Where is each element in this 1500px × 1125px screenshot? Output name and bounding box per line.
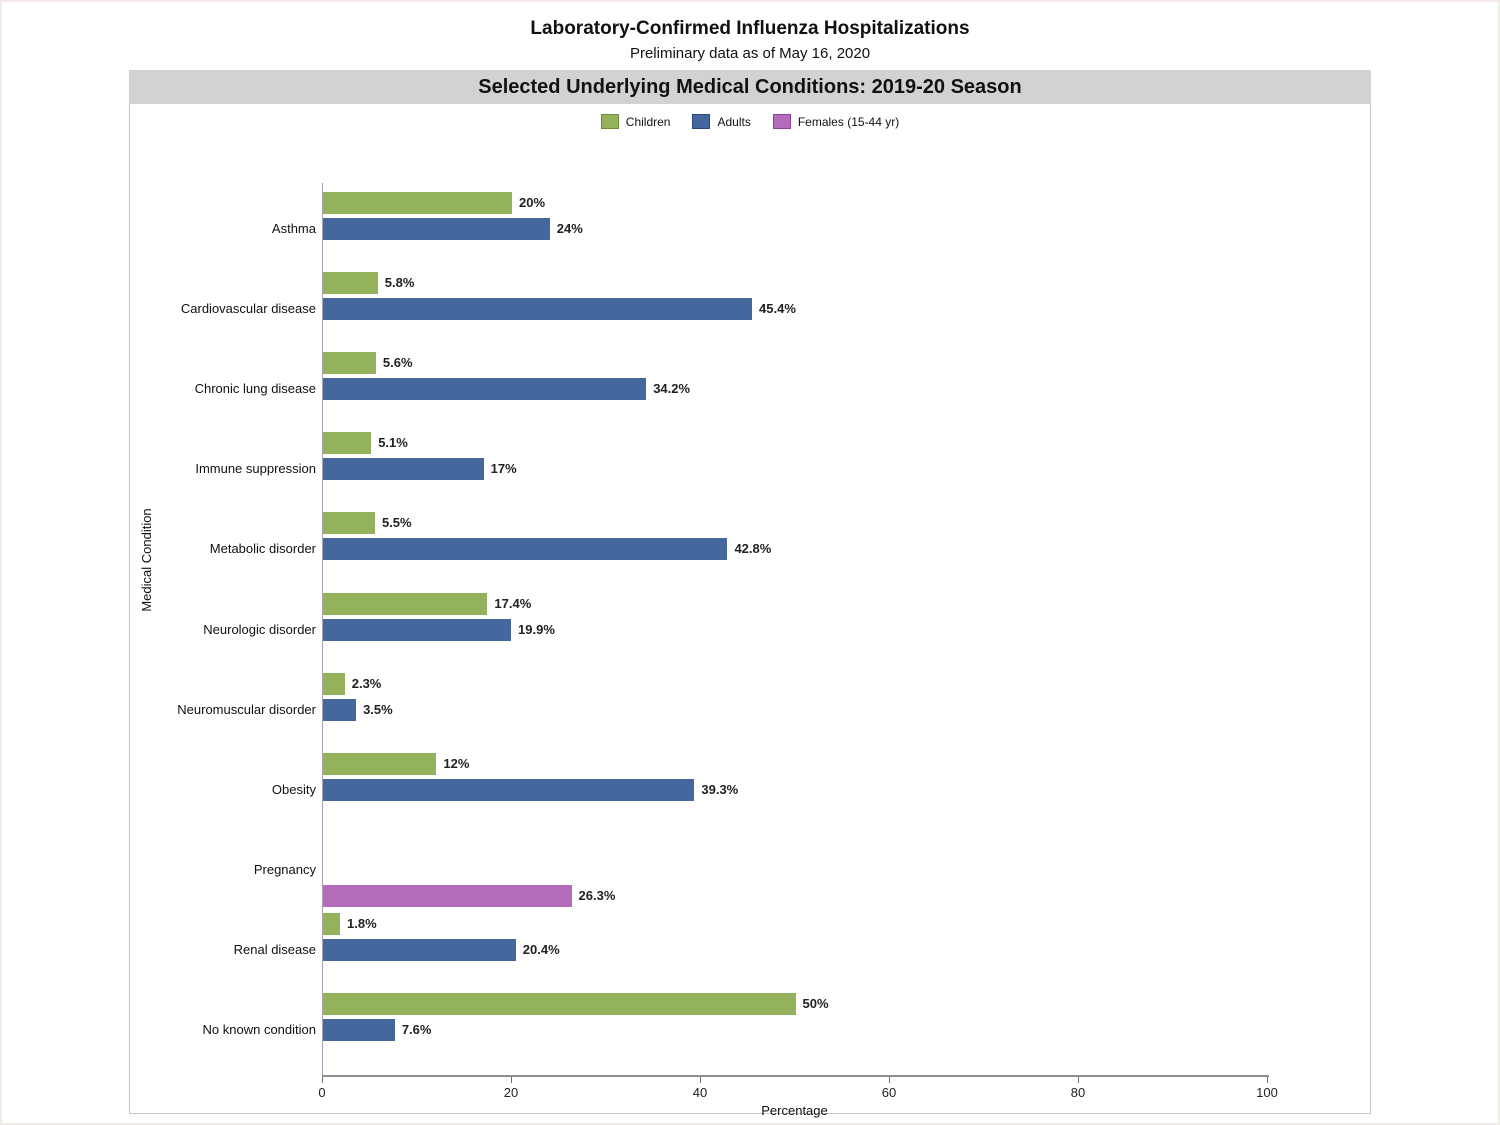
x-axis-line <box>322 1075 1269 1077</box>
bar-value-label: 5.1% <box>378 435 408 451</box>
legend-label: Adults <box>717 114 751 129</box>
x-tick-label: 100 <box>1256 1085 1278 1100</box>
bar-adults <box>323 1019 395 1041</box>
bar-value-label: 39.3% <box>701 781 739 797</box>
category-label: Renal disease <box>233 941 316 957</box>
bar-value-label: 20.4% <box>522 941 560 957</box>
bar-value-label: 19.9% <box>518 621 555 637</box>
bar-value-label: 50% <box>802 996 829 1011</box>
plot-area <box>130 70 1370 1118</box>
bar-value-label: 45.4% <box>759 301 796 317</box>
category-label: Asthma <box>271 221 316 236</box>
x-tick <box>700 1077 701 1083</box>
bar-value-label: 26.3% <box>578 887 616 903</box>
bar-value-label: 17% <box>490 461 517 477</box>
page-title: Laboratory-Confirmed Influenza Hospitalizations <box>530 18 970 39</box>
page-subtitle: Preliminary data as of May 16, 2020 <box>629 45 871 62</box>
category-label: Neuromuscular disorder <box>177 701 316 717</box>
x-tick-label: 60 <box>881 1085 897 1100</box>
x-tick <box>889 1077 890 1083</box>
category-label: Cardiovascular disease <box>180 301 316 317</box>
bar-value-label: 1.8% <box>347 915 377 931</box>
category-label: No known condition <box>202 1022 316 1037</box>
x-tick-label: 20 <box>503 1085 519 1100</box>
category-label: Pregnancy <box>253 861 316 877</box>
y-axis-title: Medical Condition <box>139 508 154 612</box>
chart-panel <box>129 70 1371 1118</box>
bar-adults <box>323 939 516 961</box>
bar-value-label: 42.8% <box>734 541 772 557</box>
x-tick <box>1267 1077 1268 1083</box>
legend-label: Children <box>625 114 671 129</box>
bar-adults <box>323 779 694 801</box>
category-label: Neurologic disorder <box>203 621 316 637</box>
bar-children <box>323 192 512 214</box>
bar-adults <box>323 218 550 240</box>
category-label: Obesity <box>271 781 316 797</box>
bar-value-label: 20% <box>519 195 546 210</box>
bar-children <box>323 272 378 294</box>
bar-value-label: 34.2% <box>653 381 691 397</box>
bar-children <box>323 593 487 615</box>
category-label: Immune suppression <box>195 461 316 477</box>
bar-value-label: 17.4% <box>494 595 532 611</box>
x-axis-title: Percentage <box>761 1103 828 1118</box>
bar-adults <box>323 378 646 400</box>
bar-adults <box>323 699 356 721</box>
bar-children <box>323 913 340 935</box>
category-label: Chronic lung disease <box>194 381 316 397</box>
x-tick-label: 80 <box>1070 1085 1086 1100</box>
bar-children <box>323 673 345 695</box>
x-tick <box>1078 1077 1079 1083</box>
bar-females-15-44-yr <box>323 885 572 907</box>
x-tick <box>511 1077 512 1083</box>
bar-value-label: 3.5% <box>363 701 393 717</box>
bar-children <box>323 993 796 1015</box>
bar-children <box>323 352 376 374</box>
bar-value-label: 7.6% <box>401 1022 432 1037</box>
bar-adults <box>323 538 727 560</box>
bar-value-label: 2.3% <box>351 675 382 691</box>
chart-banner-title: Selected Underlying Medical Conditions: 2019-20 Season <box>129 70 1371 104</box>
bar-children <box>323 512 375 534</box>
bar-adults <box>323 298 752 320</box>
category-label: Metabolic disorder <box>209 541 316 557</box>
bar-value-label: 24% <box>556 221 583 236</box>
bar-children <box>323 753 436 775</box>
bar-value-label: 5.8% <box>384 275 415 291</box>
bar-adults <box>323 619 511 641</box>
x-tick <box>322 1077 323 1083</box>
legend-label: Females (15-44 yr) <box>797 114 900 129</box>
bar-children <box>323 432 371 454</box>
bar-value-label: 5.5% <box>381 515 412 531</box>
x-tick-label: 0 <box>318 1085 326 1100</box>
x-tick-label: 40 <box>692 1085 708 1100</box>
bar-adults <box>323 458 484 480</box>
bar-value-label: 12% <box>443 755 470 771</box>
bar-value-label: 5.6% <box>382 355 413 371</box>
